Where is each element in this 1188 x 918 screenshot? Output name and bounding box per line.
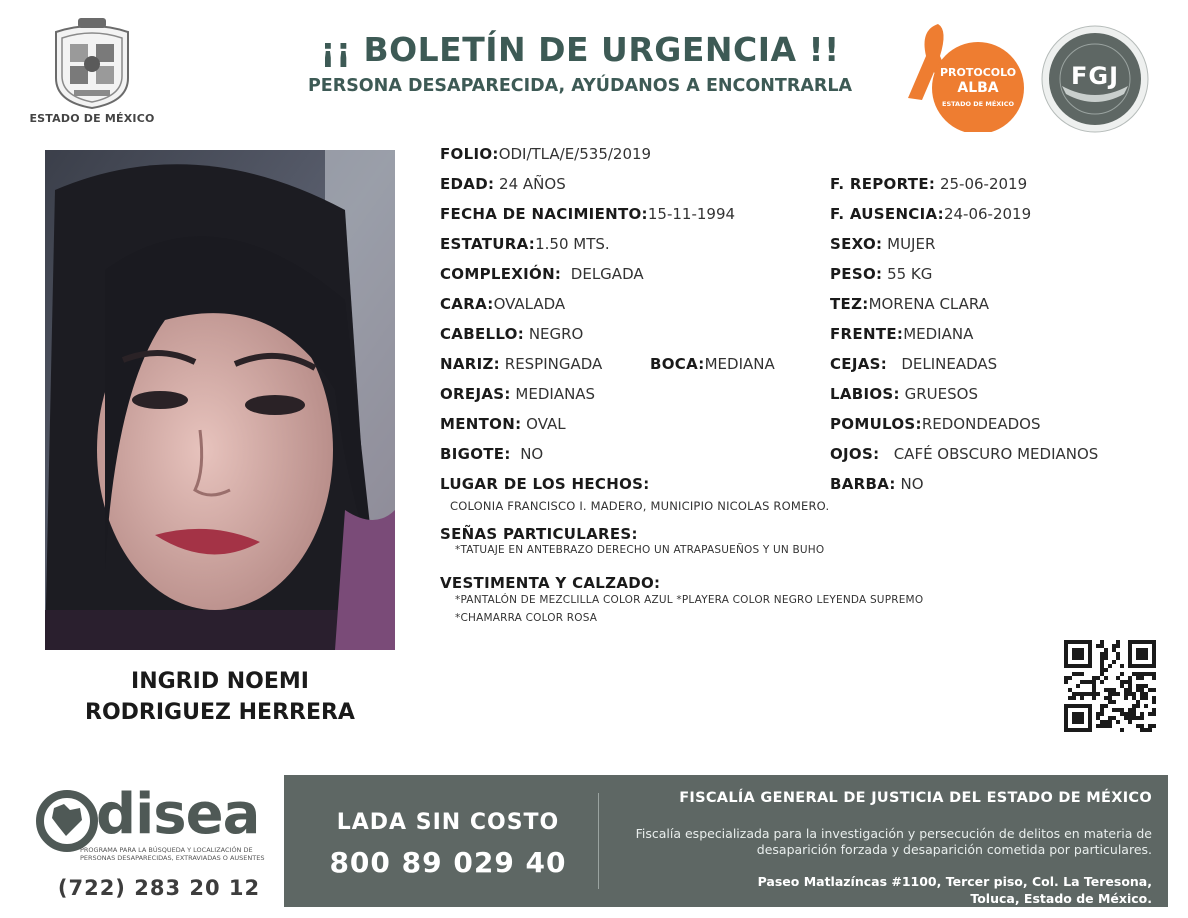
bigote-value: NO: [520, 445, 544, 463]
boca-label: BOCA:: [650, 355, 705, 373]
barba-value: NO: [900, 475, 924, 493]
cabello-value: NEGRO: [528, 325, 584, 343]
nacimiento-row: [440, 204, 735, 224]
pomulos-row: [830, 414, 1041, 434]
lada-label: LADA SIN COSTO: [336, 810, 560, 835]
sexo-row: [830, 234, 935, 254]
senas-value: *TATUAJE EN ANTEBRAZO DERECHO UN ATRAPASUEÑOS Y UN BUHO: [455, 544, 825, 556]
vestimenta-line2: *CHAMARRA COLOR ROSA: [455, 612, 598, 624]
alba-line3: ESTADO DE MÉXICO: [942, 100, 1014, 108]
estado-de-mexico-coat-of-arms-icon: [48, 18, 136, 110]
nacimiento-label: FECHA DE NACIMIENTO:: [440, 205, 648, 223]
complexion-row: [440, 264, 644, 284]
person-photo: [45, 150, 395, 650]
barba-row: [830, 474, 924, 494]
odisea-logo: [36, 782, 276, 878]
odisea-word: disea: [96, 782, 260, 847]
labios-row: [830, 384, 978, 404]
bulletin-subtitle: PERSONA DESAPARECIDA, AYÚDANOS A ENCONTRARLA: [307, 76, 853, 96]
menton-row: [440, 414, 566, 434]
tez-row: [830, 294, 989, 314]
cabello-label: CABELLO:: [440, 325, 525, 343]
pomulos-value: REDONDEADOS: [921, 415, 1041, 433]
peso-label: PESO:: [830, 265, 883, 283]
folio-label: FOLIO:: [440, 145, 499, 163]
edad-value: 24 AÑOS: [499, 175, 566, 193]
peso-row: [830, 264, 932, 284]
cejas-label: CEJAS:: [830, 355, 888, 373]
complexion-label: COMPLEXIÓN:: [440, 265, 562, 283]
vestimenta-label: VESTIMENTA Y CALZADO:: [440, 574, 661, 592]
edad-label: EDAD:: [440, 175, 495, 193]
tez-label: TEZ:: [830, 295, 869, 313]
ausencia-row: [830, 204, 1031, 224]
fgj-seal: [1040, 24, 1150, 134]
sexo-value: MUJER: [887, 235, 936, 253]
reporte-label: F. REPORTE:: [830, 175, 936, 193]
complexion-value: DELGADA: [570, 265, 644, 283]
labios-label: LABIOS:: [830, 385, 900, 403]
person-name: [45, 666, 395, 728]
lugar-row: [440, 474, 650, 494]
qr-code-icon[interactable]: [1064, 640, 1156, 732]
ausencia-label: F. AUSENCIA:: [830, 205, 944, 223]
ojos-label: OJOS:: [830, 445, 880, 463]
pomulos-label: POMULOS:: [830, 415, 922, 433]
senas-row: [440, 524, 638, 544]
cejas-row: [830, 354, 997, 374]
vestimenta-row: [440, 573, 660, 593]
alba-line1: PROTOCOLO: [940, 66, 1017, 79]
cabello-row: [440, 324, 583, 344]
frente-row: [830, 324, 973, 344]
vestimenta-line1: *PANTALÓN DE MEZCLILLA COLOR AZUL *PLAYERA COLOR NEGRO LEYENDA SUPREMO: [455, 594, 924, 606]
odisea-phone[interactable]: (722) 283 20 12: [57, 876, 261, 900]
cejas-value: DELINEADAS: [901, 355, 998, 373]
barba-label: BARBA:: [830, 475, 896, 493]
sexo-label: SEXO:: [830, 235, 883, 253]
odisea-map-icon: [36, 790, 98, 852]
bigote-row: [440, 444, 543, 464]
cara-value: OVALADA: [493, 295, 566, 313]
fiscalia-address: [606, 873, 1152, 907]
peso-value: 55 KG: [887, 265, 933, 283]
frente-value: MEDIANA: [903, 325, 974, 343]
edad-row: [440, 174, 566, 194]
lugar-label: LUGAR DE LOS HECHOS:: [440, 475, 650, 493]
tez-value: MORENA CLARA: [868, 295, 989, 313]
menton-value: OVAL: [526, 415, 566, 433]
reporte-value: 25-06-2019: [939, 175, 1028, 193]
person-name-line1: INGRID NOEMI: [131, 669, 309, 694]
estatura-row: [440, 234, 610, 254]
lada-number[interactable]: 800 89 029 40: [329, 846, 567, 879]
person-name-line2: RODRIGUEZ HERRERA: [85, 700, 355, 725]
estatura-value: 1.50 MTS.: [535, 235, 610, 253]
odisea-description: PROGRAMA PARA LA BÚSQUEDA Y LOCALIZACIÓN DE PERSONAS DESAPARECIDAS, EXTRAVIADAS O AUSENTES: [80, 846, 265, 862]
folio-row: [440, 144, 651, 164]
ojos-row: [830, 444, 1098, 464]
state-name-label: ESTADO DE MÉXICO: [29, 112, 155, 125]
boca-row: [650, 354, 775, 374]
nariz-value: RESPINGADA: [504, 355, 603, 373]
address-line2: Toluca, Estado de México.: [970, 891, 1152, 906]
fiscalia-title: FISCALÍA GENERAL DE JUSTICIA DEL ESTADO DE MÉXICO: [679, 790, 1152, 806]
reporte-row: [830, 174, 1027, 194]
protocolo-alba-logo: [900, 20, 1030, 132]
bulletin-title: ¡¡ BOLETÍN DE URGENCIA !!: [320, 30, 840, 69]
cara-row: [440, 294, 565, 314]
ojos-value: CAFÉ OBSCURO MEDIANOS: [893, 445, 1099, 463]
address-line1: Paseo Matlazíncas #1100, Tercer piso, Col. La Teresona,: [757, 874, 1152, 889]
alba-line2: ALBA: [957, 80, 999, 96]
nariz-row: [440, 354, 602, 374]
fgj-label: FGJ: [1070, 62, 1120, 90]
boca-value: MEDIANA: [704, 355, 775, 373]
senas-label: SEÑAS PARTICULARES:: [440, 525, 638, 543]
orejas-row: [440, 384, 595, 404]
footer-divider: [598, 793, 599, 889]
estatura-label: ESTATURA:: [440, 235, 536, 253]
frente-label: FRENTE:: [830, 325, 904, 343]
folio-value: ODI/TLA/E/535/2019: [498, 145, 652, 163]
nacimiento-value: 15-11-1994: [647, 205, 736, 223]
ausencia-value: 24-06-2019: [943, 205, 1032, 223]
labios-value: GRUESOS: [904, 385, 978, 403]
lugar-value: COLONIA FRANCISCO I. MADERO, MUNICIPIO NICOLAS ROMERO.: [450, 499, 830, 513]
orejas-value: MEDIANAS: [515, 385, 596, 403]
menton-label: MENTON:: [440, 415, 522, 433]
bigote-label: BIGOTE:: [440, 445, 511, 463]
orejas-label: OREJAS:: [440, 385, 511, 403]
fiscalia-description: Fiscalía especializada para la investigación y persecución de delitos en materia de desaparición forzada y desaparición cometida por particulares.: [635, 826, 1152, 857]
nariz-label: NARIZ:: [440, 355, 500, 373]
cara-label: CARA:: [440, 295, 494, 313]
